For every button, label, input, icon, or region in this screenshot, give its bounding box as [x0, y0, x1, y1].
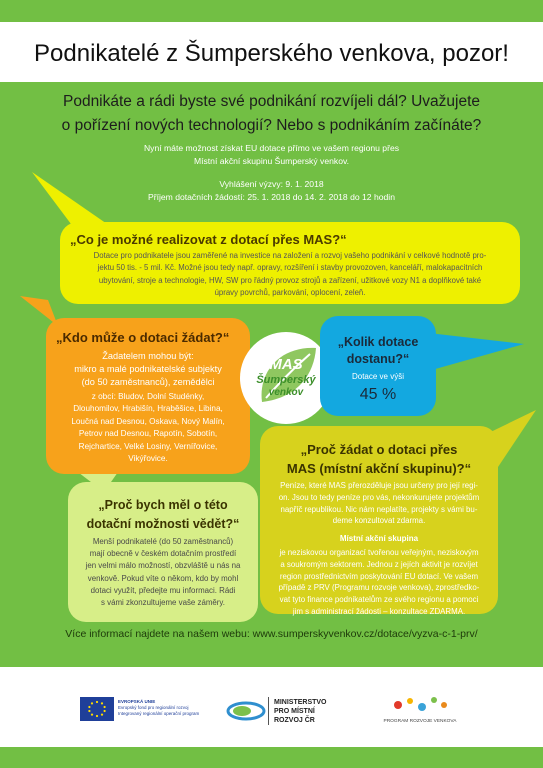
who-bubble	[46, 318, 250, 474]
why-mas-line2: případě z PRV (Programu rozvoje venkova), zprostředko-	[278, 583, 480, 593]
what-line: jektu 50 tis. - 5 mil. Kč. Možné jsou tedy např. opravy, rozšíření i stavby provozoven, kanceláří, malokapacitních	[97, 263, 483, 273]
bottom-green-strip	[0, 747, 543, 768]
why-know-line: mají obecně v českém dotačním prostředí	[89, 549, 237, 559]
why-mas-title-line1: „Proč žádat o dotaci přes	[300, 442, 458, 457]
website-link[interactable]: Více informací najdete na našem webu: www.sumperskyvenkov.cz/dotace/vyzva-c-1-prv/	[65, 628, 478, 640]
why-know-text	[68, 536, 258, 609]
mmr-divider	[268, 697, 269, 725]
why-know-line: jen velmi málo možností, obzvláště u nás na	[85, 561, 241, 571]
why-mas-line2: jim s administrací žádosti – konzultace ZDARMA.	[292, 606, 466, 616]
who-village-line: Loučná nad Desnou, Oskava, Nový Malín,	[71, 416, 225, 426]
what-line: ubytování, stroje a technologie, HW, SW pro řádný provoz strojů a zařízení, užitkové vozy N1 a doplňkové také	[98, 275, 482, 285]
why-mas-bubble	[260, 426, 498, 614]
mas-logo	[240, 332, 332, 424]
prv-text: PROGRAM ROZVOJE VENKOVA	[383, 719, 457, 724]
why-know-line: Menší podnikatelé (do 50 zaměstnanců)	[92, 537, 234, 546]
who-village-line: Dlouhomilov, Hrabišín, Hraběšice, Libina,	[73, 404, 223, 414]
howmuch-sub: Dotace ve výši	[351, 372, 405, 381]
who-villages	[46, 391, 250, 465]
intro-question-line2: o pořízení nových technologií? Nebo s podnikáním začínáte?	[61, 117, 482, 134]
eu-line2: Evropský fond pro regionální rozvoj	[118, 705, 189, 710]
why-mas-line2: je neziskovou organizací tvořenou veřejným, neziskovým	[279, 548, 479, 557]
eu-line1: EVROPSKÁ UNIE	[118, 699, 156, 704]
howmuch-value: 45 %	[359, 386, 397, 403]
logo-name2: venkov	[268, 387, 304, 398]
mmr-line2: PRO MÍSTNÍ	[274, 708, 315, 715]
why-mas-title-line2: MAS (místní akční skupinu)?“	[286, 461, 472, 476]
intro-line2: Místní akční skupinu Šumperský venkov.	[193, 155, 350, 166]
eu-flag-icon	[80, 697, 114, 721]
who-intro	[46, 350, 250, 389]
why-mas-subhead: Místní akční skupina	[339, 534, 419, 543]
why-mas-title	[260, 440, 498, 478]
logo-name1: Šumperský	[256, 374, 316, 386]
who-line3: (do 50 zaměstnanců), zemědělci	[81, 377, 215, 387]
why-mas-line2: a soukromým sektorem. Jednou z jejích aktivit je rozvíjet	[280, 559, 478, 569]
what-line: úpravy povrchů, parkování, oplocení, zeleň.	[214, 288, 366, 298]
why-mas-text2	[260, 547, 498, 618]
why-mas-line: Peníze, které MAS přerozděluje jsou určeny pro její regi-	[280, 481, 478, 490]
call-date: Vyhlášení výzvy: 9. 1. 2018	[219, 179, 324, 189]
why-know-title	[68, 496, 258, 534]
howmuch-title	[320, 334, 436, 368]
prv-icon	[380, 691, 460, 715]
mmr-line1: MINISTERSTVO	[274, 699, 327, 706]
why-know-line: dotaci využít, předejte mu informaci. Rádi	[90, 585, 236, 595]
who-line1: Žadatelem mohou být:	[102, 351, 194, 361]
why-mas-line2: vat tyto finance podnikatelům ze svého regionu a pomoci	[279, 595, 479, 605]
receipt-dates: Příjem dotačních žádostí: 25. 1. 2018 do 14. 2. 2018 do 12 hodin	[147, 191, 395, 202]
what-title: „Co je možné realizovat z dotací přes MAS?“	[70, 232, 347, 247]
why-know-bubble	[68, 482, 258, 622]
who-village-line: z obcí: Bludov, Dolní Studénky,	[91, 392, 205, 401]
howmuch-title-line2: dostanu?“	[346, 352, 410, 366]
logo-mas: MAS	[269, 356, 303, 373]
mmr-text	[274, 698, 327, 725]
intro-question-line1: Podnikáte a rádi byste své podnikání rozvíjeli dál? Uvažujete	[62, 93, 481, 110]
why-know-line: s vámi zkonzultujeme vaše záměry.	[101, 598, 225, 608]
who-village-line: Vikýřovice.	[128, 454, 168, 464]
howmuch-title-line1: „Kolik dotace	[337, 335, 419, 349]
why-mas-line2: region prostřednictvím poskytování EU dotací. Ve vašem	[279, 571, 479, 581]
eu-text	[118, 699, 199, 717]
why-mas-line: napříč republikou. Nic nám neplatíte, projekty s vámi bu-	[280, 504, 478, 514]
mmr-line3: ROZVOJ ČR	[274, 717, 315, 724]
why-know-line: venkově. Pokud víte o někom, kdo by mohl	[87, 573, 239, 583]
eu-line3: Integrovaný regionální operační program	[118, 711, 200, 716]
logos-row	[0, 667, 543, 747]
mmr-icon	[226, 701, 266, 721]
who-village-line: Petrov nad Desnou, Rapotín, Sobotín,	[78, 429, 218, 439]
why-mas-text	[260, 480, 498, 527]
why-know-title-line1: „Proč bych měl o této	[98, 498, 228, 512]
what-line: Dotace pro podnikatele jsou zaměřené na investice na založení a rozvoj vašeho podnikání v celkové hodnotě pro-	[93, 251, 487, 260]
why-mas-line: deme konzultovat zdarma.	[332, 516, 426, 526]
who-title: „Kdo může o dotaci žádat?“	[56, 330, 230, 345]
why-know-title-line2: dotační možnosti vědět?“	[86, 517, 240, 531]
who-village-line: Rejchartice, Velké Losiny, Vernířovice,	[78, 441, 218, 451]
page-title: Podnikatelé z Šumperského venkova, pozor!	[34, 40, 509, 67]
eu-stars-icon	[80, 697, 114, 721]
who-line2: mikro a malé podnikatelské subjekty	[74, 364, 222, 374]
what-text	[68, 250, 512, 300]
what-bubble	[60, 222, 520, 304]
why-mas-line: on. Jsou to tedy peníze pro vás, nekonkurujete projektům	[278, 492, 480, 502]
howmuch-bubble	[320, 316, 436, 416]
intro-line1: Nyní máte možnost získat EU dotace přímo ve vašem regionu přes	[143, 143, 400, 153]
